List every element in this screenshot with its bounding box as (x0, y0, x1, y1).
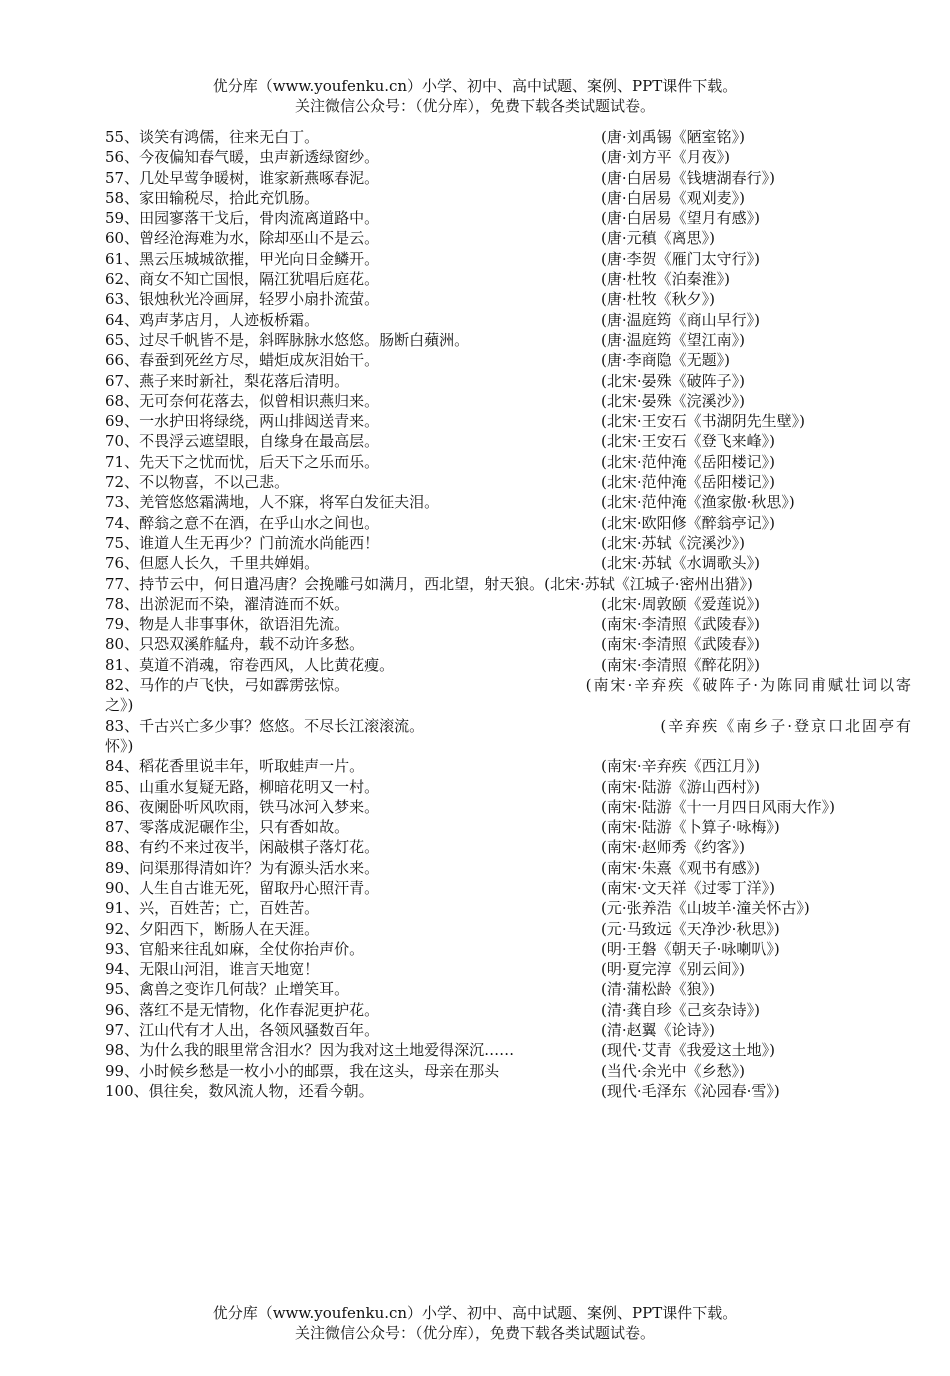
quote-source: (元·张养浩《山坡羊·潼关怀古》) (601, 899, 810, 918)
quote-text: 78、出淤泥而不染，濯清涟而不妖。 (105, 594, 350, 613)
quote-text: 59、田园寥落干戈后，骨肉流离道路中。 (105, 209, 380, 228)
quote-source: (北宋·范仲淹《岳阳楼记》) (601, 473, 775, 492)
quote-text: 81、莫道不消魂，帘卷西风，人比黄花瘦。 (105, 655, 395, 674)
quote-source: (唐·元稹《离思》) (601, 229, 715, 248)
quote-source: (南宋·辛弃疾《破阵子·为陈同甫赋壮词以寄 (585, 676, 913, 695)
quote-text: 55、谈笑有鸿儒，往来无白丁。 (105, 128, 320, 146)
list-item (105, 979, 913, 999)
quote-text: 91、兴，百姓苦；亡，百姓苦。 (105, 899, 320, 918)
quote-text: 60、曾经沧海难为水，除却巫山不是云。 (105, 229, 380, 248)
quote-text: 77、持节云中，何日遣冯唐？会挽雕弓如满月，西北望，射天狼。(北宋·苏轼《江城子·密州出猎》) (105, 574, 753, 593)
quote-text: 80、只恐双溪舴艋舟，载不动许多愁。 (105, 635, 365, 654)
quote-source: (南宋·赵师秀《约客》) (601, 838, 745, 857)
list-item (105, 147, 913, 167)
list-item (105, 330, 913, 350)
quote-source: (元·马致远《天净沙·秋思》) (601, 919, 780, 938)
quote-source-tail: 之》) (105, 696, 134, 715)
quote-source: (北宋·欧阳修《醉翁亭记》) (601, 513, 775, 532)
quote-text: 62、商女不知亡国恨，隔江犹唱后庭花。 (105, 270, 380, 289)
list-item (105, 1081, 913, 1101)
quote-text: 74、醉翁之意不在酒，在乎山水之间也。 (105, 513, 380, 532)
list-item (105, 797, 913, 817)
list-item (105, 188, 913, 208)
quote-text: 83、千古兴亡多少事？悠悠。不尽长江滚滚流。 (105, 716, 425, 735)
quote-source: (当代·余光中《乡愁》) (601, 1061, 745, 1080)
quote-text: 72、不以物喜，不以己悲。 (105, 473, 290, 492)
quote-text: 94、无限山河泪，谁言天地宽！ (105, 960, 320, 979)
list-item (105, 411, 913, 431)
list-item (105, 878, 913, 898)
list-item (105, 858, 913, 878)
quote-text: 76、但愿人长久，千里共婵娟。 (105, 554, 320, 573)
quote-source: (南宋·陆游《十一月四日风雨大作》) (601, 797, 835, 816)
quote-source: (北宋·王安石《书湖阴先生壁》) (601, 412, 805, 431)
quote-source: (唐·刘禹锡《陋室铭》) (601, 128, 745, 146)
quote-text: 64、鸡声茅店月，人迹板桥霜。 (105, 310, 320, 329)
quote-text: 84、稻花香里说丰年，听取蛙声一片。 (105, 757, 365, 776)
list-item (105, 898, 913, 918)
quote-text: 56、今夜偏知春气暖，虫声新透绿窗纱。 (105, 148, 380, 167)
list-item (105, 553, 913, 573)
quote-text: 88、有约不来过夜半，闲敲棋子落灯花。 (105, 838, 380, 857)
list-item-82 (105, 675, 913, 716)
quote-source: (北宋·王安石《登飞来峰》) (601, 432, 775, 451)
list-item (105, 127, 913, 147)
list-item (105, 452, 913, 472)
quote-text: 69、一水护田将绿绕，两山排闼送青来。 (105, 412, 380, 431)
list-item (105, 513, 913, 533)
list-item (105, 574, 913, 594)
quote-text: 90、人生自古谁无死，留取丹心照汗青。 (105, 878, 380, 897)
list-item (105, 310, 913, 330)
list-item (105, 350, 913, 370)
quote-source: (唐·李商隐《无题》) (601, 351, 730, 370)
quote-source: (清·龚自珍《己亥杂诗》) (601, 1000, 760, 1019)
quote-source: (唐·白居易《钱塘湖春行》) (601, 168, 775, 187)
list-item (105, 939, 913, 959)
quote-source: (南宋·辛弃疾《西江月》) (601, 757, 760, 776)
quote-text: 99、小时候乡愁是一枚小小的邮票，我在这头，母亲在那头 (105, 1061, 500, 1080)
list-item (105, 533, 913, 553)
quote-text: 92、夕阳西下，断肠人在天涯。 (105, 919, 320, 938)
quote-text: 73、羌管悠悠霜满地，人不寐，将军白发征夫泪。 (105, 493, 440, 512)
list-item (105, 228, 913, 248)
quote-list (105, 127, 913, 1101)
list-item (105, 269, 913, 289)
quote-source: (明·夏完淳《别云间》) (601, 960, 745, 979)
list-item (105, 959, 913, 979)
quote-source: (唐·李贺《雁门太守行》) (601, 249, 760, 268)
list-item (105, 777, 913, 797)
quote-source: (唐·白居易《观刈麦》) (601, 188, 745, 207)
footer-line-2: 关注微信公众号：（优分库），免费下载各类试题试卷。 (294, 1324, 655, 1342)
list-item (105, 837, 913, 857)
quote-source: (南宋·李清照《醉花阴》) (601, 655, 760, 674)
quote-source: (南宋·李清照《武陵春》) (601, 635, 760, 654)
list-item (105, 371, 913, 391)
page-header (0, 76, 950, 116)
quote-text: 71、先天下之忧而忧，后天下之乐而乐。 (105, 452, 380, 471)
quote-source: (现代·艾青《我爱这土地》) (601, 1041, 775, 1060)
list-item (105, 249, 913, 269)
quote-source: (清·蒲松龄《狼》) (601, 980, 715, 999)
quote-text: 86、夜阑卧听风吹雨，铁马冰河入梦来。 (105, 797, 380, 816)
quote-source: (南宋·陆游《卜算子·咏梅》) (601, 818, 780, 837)
quote-source: (辛弃疾《南乡子·登京口北固亭有 (660, 716, 913, 735)
quote-source: (南宋·陆游《游山西村》) (601, 777, 760, 796)
quote-text: 58、家田输税尽，拾此充饥肠。 (105, 188, 320, 207)
quote-text: 75、谁道人生无再少？门前流水尚能西！ (105, 533, 380, 552)
quote-source: (明·王磐《朝天子·咏喇叭》) (601, 939, 780, 958)
quote-text: 87、零落成泥碾作尘，只有香如故。 (105, 818, 350, 837)
quote-source: (南宋·李清照《武陵春》) (601, 615, 760, 634)
list-item (105, 817, 913, 837)
list-item (105, 472, 913, 492)
quote-text: 61、黑云压城城欲摧，甲光向日金鳞开。 (105, 249, 380, 268)
list-item (105, 208, 913, 228)
quote-source: (北宋·周敦颐《爱莲说》) (601, 594, 760, 613)
list-item (105, 614, 913, 634)
quote-text: 70、不畏浮云遮望眼，自缘身在最高层。 (105, 432, 380, 451)
quote-source: (唐·温庭筠《商山早行》) (601, 310, 760, 329)
quote-text: 65、过尽千帆皆不是，斜晖脉脉水悠悠。肠断白蘋洲。 (105, 330, 470, 349)
quote-source: (唐·白居易《望月有感》) (601, 209, 760, 228)
quote-source: (北宋·苏轼《浣溪沙》) (601, 533, 745, 552)
quote-source: (现代·毛泽东《沁园春·雪》) (601, 1081, 780, 1100)
list-item (105, 919, 913, 939)
quote-text: 68、无可奈何花落去，似曾相识燕归来。 (105, 391, 380, 410)
quote-text: 85、山重水复疑无路，柳暗花明又一村。 (105, 777, 380, 796)
quote-source: (唐·杜牧《秋夕》) (601, 290, 715, 309)
header-line-1: 优分库（www.youfenku.cn）小学、初中、高中试题、案例、PPT课件下载。 (212, 77, 738, 95)
list-item (105, 391, 913, 411)
quote-source: (北宋·晏殊《破阵子》) (601, 371, 745, 390)
quote-text: 66、春蚕到死丝方尽，蜡炬成灰泪始干。 (105, 351, 380, 370)
list-item (105, 655, 913, 675)
list-item (105, 1040, 913, 1060)
quote-text: 89、问渠那得清如许？为有源头活水来。 (105, 858, 380, 877)
list-item (105, 492, 913, 512)
list-item (105, 289, 913, 309)
quote-source: (北宋·范仲淹《渔家傲·秋思》) (601, 493, 795, 512)
quote-text: 79、物是人非事事休，欲语泪先流。 (105, 615, 350, 634)
quote-source: (唐·刘方平《月夜》) (601, 148, 730, 167)
quote-source: (北宋·范仲淹《岳阳楼记》) (601, 452, 775, 471)
quote-text: 95、禽兽之变诈几何哉？止增笑耳。 (105, 980, 350, 999)
quote-source: (清·赵翼《论诗》) (601, 1021, 715, 1040)
page-footer (0, 1303, 950, 1343)
quote-source: (唐·温庭筠《望江南》) (601, 330, 745, 349)
quote-source: (南宋·文天祥《过零丁洋》) (601, 878, 775, 897)
quote-text: 82、马作的卢飞快，弓如霹雳弦惊。 (105, 676, 350, 695)
list-item (105, 168, 913, 188)
quote-source-tail: 怀》) (105, 736, 134, 755)
quote-text: 97、江山代有才人出，各领风骚数百年。 (105, 1021, 380, 1040)
quote-text: 98、为什么我的眼里常含泪水？因为我对这土地爱得深沉…… (105, 1041, 515, 1060)
quote-text: 67、燕子来时新社，梨花落后清明。 (105, 371, 350, 390)
header-line-2: 关注微信公众号：（优分库），免费下载各类试题试卷。 (294, 97, 655, 115)
quote-text: 63、银烛秋光冷画屏，轻罗小扇扑流萤。 (105, 290, 380, 309)
list-item (105, 1061, 913, 1081)
list-item-83 (105, 716, 913, 757)
list-item (105, 634, 913, 654)
quote-source: (北宋·苏轼《水调歌头》) (601, 554, 760, 573)
list-item (105, 431, 913, 451)
footer-line-1: 优分库（www.youfenku.cn）小学、初中、高中试题、案例、PPT课件下载。 (212, 1304, 738, 1322)
quote-source: (北宋·晏殊《浣溪沙》) (601, 391, 745, 410)
list-item (105, 594, 913, 614)
quote-text: 93、官船来往乱如麻，全仗你抬声价。 (105, 939, 365, 958)
quote-text: 96、落红不是无情物，化作春泥更护花。 (105, 1000, 380, 1019)
list-item (105, 756, 913, 776)
list-item (105, 1000, 913, 1020)
list-item (105, 1020, 913, 1040)
quote-source: (南宋·朱熹《观书有感》) (601, 858, 760, 877)
quote-text: 57、几处早莺争暖树，谁家新燕啄春泥。 (105, 168, 380, 187)
quote-text: 100、俱往矣，数风流人物，还看今朝。 (105, 1081, 374, 1100)
quote-source: (唐·杜牧《泊秦淮》) (601, 270, 730, 289)
